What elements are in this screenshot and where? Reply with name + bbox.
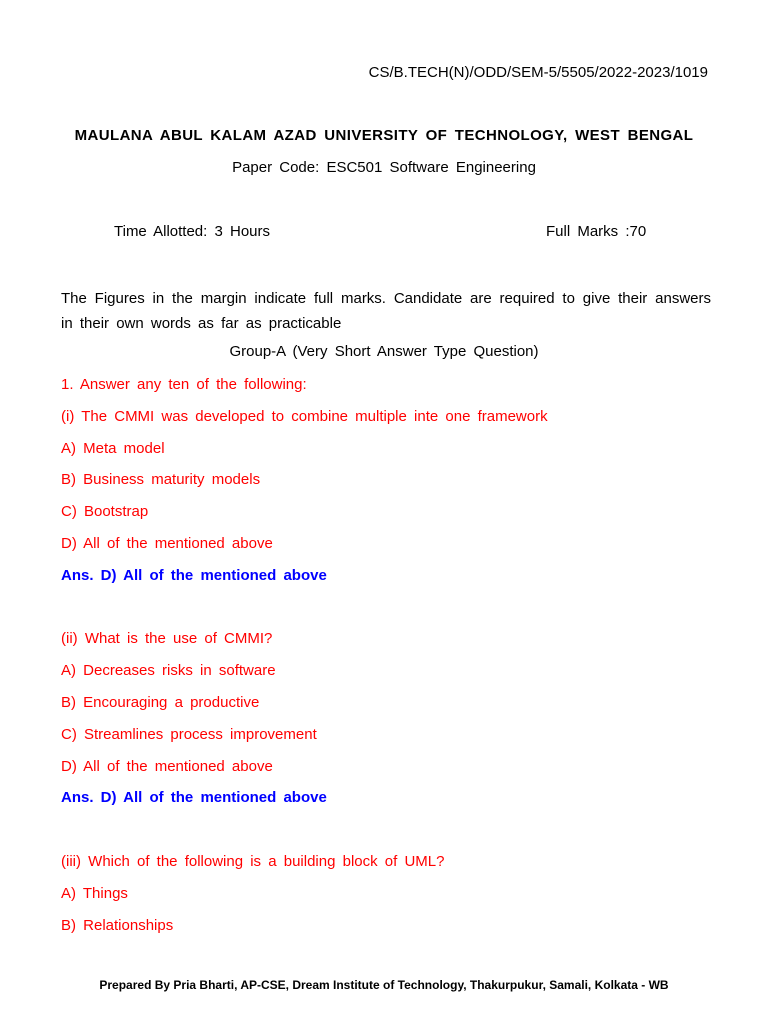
group-title: Group-A (Very Short Answer Type Question) xyxy=(229,343,539,360)
question-text: (ii) What is the use of CMMI? xyxy=(61,630,273,648)
footer-credit: Prepared By Pria Bharti, AP-CSE, Dream Institute of Technology, Thakurpukur, Samali, Kolkata - WB xyxy=(99,978,669,992)
option-c: C) Streamlines process improvement xyxy=(61,725,317,743)
full-marks: Full Marks :70 xyxy=(546,223,647,240)
option-b: B) Encouraging a productive xyxy=(61,693,260,711)
option-b: B) Relationships xyxy=(61,916,174,934)
university-name: MAULANA ABUL KALAM AZAD UNIVERSITY OF TECHNOLOGY, WEST BENGAL xyxy=(74,127,694,144)
question-text: (iii) Which of the following is a building block of UML? xyxy=(61,852,445,870)
option-a: A) Meta model xyxy=(61,439,165,457)
option-c: C) Bootstrap xyxy=(61,503,149,521)
question-list xyxy=(61,375,548,947)
option-a: A) Things xyxy=(61,884,128,902)
paper-code: Paper Code: ESC501 Software Engineering xyxy=(232,159,536,176)
option-a: A) Decreases risks in software xyxy=(61,662,276,680)
answer-text: Ans. D) All of the mentioned above xyxy=(61,789,327,807)
option-d: D) All of the mentioned above xyxy=(61,757,273,775)
option-b: B) Business maturity models xyxy=(61,471,261,489)
option-d: D) All of the mentioned above xyxy=(61,534,273,552)
time-allotted: Time Allotted: 3 Hours xyxy=(114,223,271,240)
question-text: (i) The CMMI was developed to combine multiple inte one framework xyxy=(61,407,548,425)
answer-text: Ans. D) All of the mentioned above xyxy=(61,566,327,584)
spacer xyxy=(61,820,548,852)
spacer xyxy=(61,598,548,630)
paper-reference: CS/B.TECH(N)/ODD/SEM-5/5505/2022-2023/1019 xyxy=(368,64,708,81)
instructions: The Figures in the margin indicate full marks. Candidate are required to give their answers in their own words as far as practicable xyxy=(61,290,711,332)
section-prompt: 1. Answer any ten of the following: xyxy=(61,376,307,393)
